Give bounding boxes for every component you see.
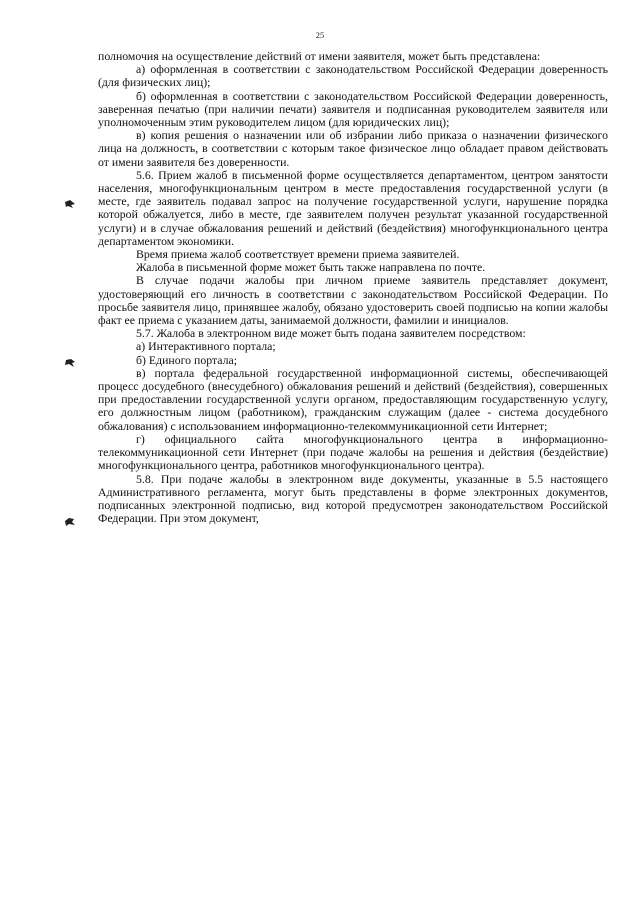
margin-mark-icon	[64, 517, 76, 527]
paragraph: б) Единого портала;	[136, 352, 237, 367]
paragraph: 5.8. При подаче жалобы в электронном виде документы, указанные в 5.5 настоящего Административного регламента, могут быть представлены в форме электронных документов, подписанных электронной подписью, вид которой предусмотрен законодательством Российской Федерации. При этом документ,	[98, 471, 608, 526]
margin-mark-icon	[64, 199, 76, 209]
document-body	[98, 50, 608, 525]
paragraph: в) копия решения о назначении или об избрании либо приказа о назначении физического лица на должность, в соответствии с которым такое физическое лицо обладает правом действовать от имени заявителя без доверенности.	[98, 128, 608, 169]
paragraph: Время приема жалоб соответствует времени приема заявителей.	[136, 247, 460, 262]
paragraph: 5.7. Жалоба в электронном виде может быть подана заявителем посредством:	[136, 326, 526, 341]
paragraph: г) официального сайта многофункционального центра в информационно-телекоммуникационной сети Интернет (при подаче жалобы на решения и действия (бездействие) многофункционального центра, работников многофункционального центра).	[98, 431, 608, 473]
paragraph: полномочия на осуществление действий от имени заявителя, может быть представлена:	[98, 49, 541, 63]
margin-mark-icon	[64, 358, 76, 368]
page-number: 25	[315, 30, 325, 40]
paragraph: В случае подачи жалобы при личном приеме заявитель представляет документ, удостоверяющий его личность в соответствии с законодательством Российской Федерации. По просьбе заявителя лицо, принявшее жалобу, обязано удостоверить своей подписью на копии жалобы факт ее приема с указанием даты, занимаемой должности, фамилии и инициалов.	[98, 273, 608, 328]
paragraph: в) портала федеральной государственной информационной системы, обеспечивающей процесс досудебного (внесудебного) обжалования решений и действий (бездействия), совершенных при предоставлении государственной услуги органом, предоставляющим государственную услугу, его должностным лицом (работником), гражданским служащим (далее - система досудебного обжалования) с использованием информационно-телекоммуникационной сети Интернет;	[98, 365, 608, 433]
paragraph: б) оформленная в соответствии с законодательством Российской Федерации доверенность, заверенная печатью (при наличии печати) заявителя и подписанная руководителем заявителя или уполномоченным этим руководителем лицом (для юридических лиц);	[98, 88, 608, 130]
paragraph: 5.6. Прием жалоб в письменной форме осуществляется департаментом, центром занятости населения, многофункциональным центром в месте предоставления государственной услуги (в месте, где заявитель подавал запрос на получение государственной услуги, нарушение порядка которой обжалуется, либо в месте, где заявителем получен результат указанной государственной услуги) и в случае обжалования решений и действий (бездействия) многофункционального центра департаментом экономики.	[98, 167, 608, 248]
paragraph: а) Интерактивного портала;	[136, 339, 276, 354]
paragraph: а) оформленная в соответствии с законодательством Российской Федерации доверенность (для физических лиц);	[98, 62, 608, 90]
paragraph: Жалоба в письменной форме может быть также направлена по почте.	[136, 260, 486, 275]
